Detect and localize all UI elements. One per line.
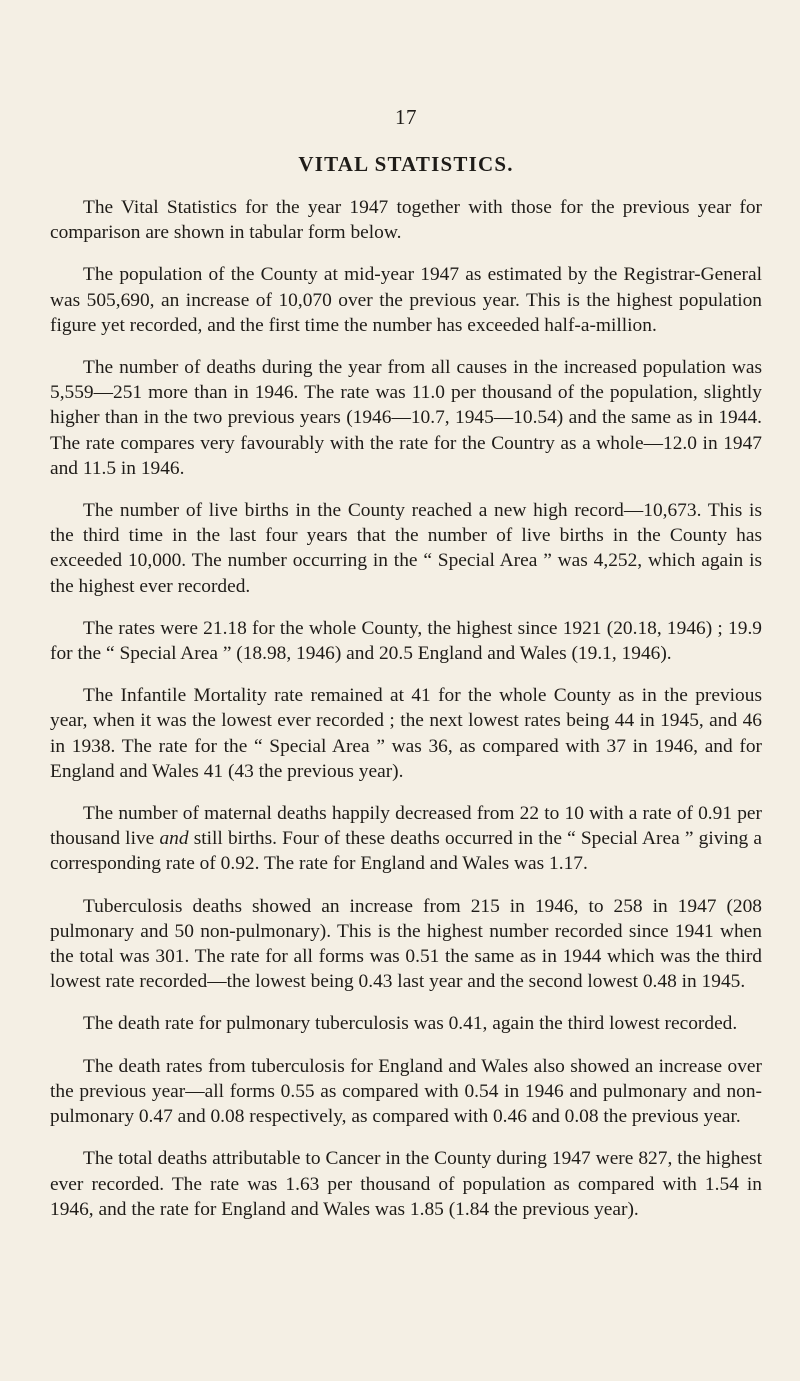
paragraph-birth-rates: The rates were 21.18 for the whole County, the highest since 1921 (20.18, 1946) ; 19.9 for the “ Special Area ” (18.98, 1946) and 20.5 England and Wales (19.1, 1946). — [50, 617, 762, 665]
maternal-text-start: The number of maternal deaths happily decreased from 22 to 10 with a rate of 0.91 per thousand live — [50, 803, 762, 850]
section-title: VITAL STATISTICS. — [298, 152, 514, 176]
paragraph-deaths: The number of deaths during the year from all causes in the increased population was 5,559—251 more than in 1946. The rate was 11.0 per thousand of the population, slightly higher than in the two previous years (1946—10.7, 1945—10.54) and the same as in 1944. The rate compares very favourably with the rate for the Country as a whole—12.0 in 1947 and 11.5 in 1946. — [50, 357, 762, 479]
paragraph-tuberculosis-deaths: Tuberculosis deaths showed an increase from 215 in 1946, to 258 in 1947 (208 pulmonary and 50 non-pulmonary). This is the highest number recorded since 1941 when the total was 301. The rate for all forms was 0.51 the same as in 1944 which was the third lowest rate recorded—the lowest being 0.43 last year and the second lowest 0.48 in 1945. — [50, 895, 762, 993]
paragraph-live-births: The number of live births in the County reached a new high record—10,673. This is the third time in the last four years that the number of live births in the County has exceeded 10,000. The number occurring in the “ Special Area ” was 4,252, which again is the highest ever recorded. — [50, 500, 762, 597]
paragraph-introduction: The Vital Statistics for the year 1947 together with those for the previous year for comparison are shown in tabular form below. — [50, 197, 762, 244]
paragraph-england-wales-tuberculosis: The death rates from tuberculosis for England and Wales also showed an increase over the previous year—all forms 0.55 as compared with 0.54 in 1946 and pulmonary and non-pulmonary 0.47 and 0.08 respectively, as compared with 0.46 and 0.08 the previous year. — [50, 1055, 762, 1128]
paragraph-population: The population of the County at mid-year 1947 as estimated by the Registrar-General was 505,690, an increase of 10,070 over the previous year. This is the highest population figure yet recorded, and the first time the number has exceeded half-a-million. — [50, 264, 762, 336]
maternal-text-emphasis: and — [159, 828, 189, 850]
paragraph-infantile-mortality: The Infantile Mortality rate remained at 41 for the whole County as in the previous year, when it was the lowest ever recorded ; the next lowest rates being 44 in 1945, and 46 in 1938. The rate for the “ Special Area ” was 36, as compared with 37 in 1946, and for England and Wales 41 (43 the previous year). — [50, 685, 762, 782]
paragraph-pulmonary-tuberculosis: The death rate for pulmonary tuberculosis was 0.41, again the third lowest recorded. — [83, 1013, 738, 1035]
paragraph-cancer-deaths: The total deaths attributable to Cancer in the County during 1947 were 827, the highest ever recorded. The rate was 1.63 per thousand of population as compared with 1.54 in 1946, and the rate for England and Wales was 1.85 (1.84 the previous year). — [50, 1148, 762, 1220]
paragraph-maternal-deaths — [50, 801, 762, 877]
page-number: 17 — [395, 105, 417, 129]
maternal-text-end: still births. Four of these deaths occurred in the “ Special Area ” giving a corresponding rate of 0.92. The rate for England and Wales was 1.17. — [50, 828, 762, 875]
